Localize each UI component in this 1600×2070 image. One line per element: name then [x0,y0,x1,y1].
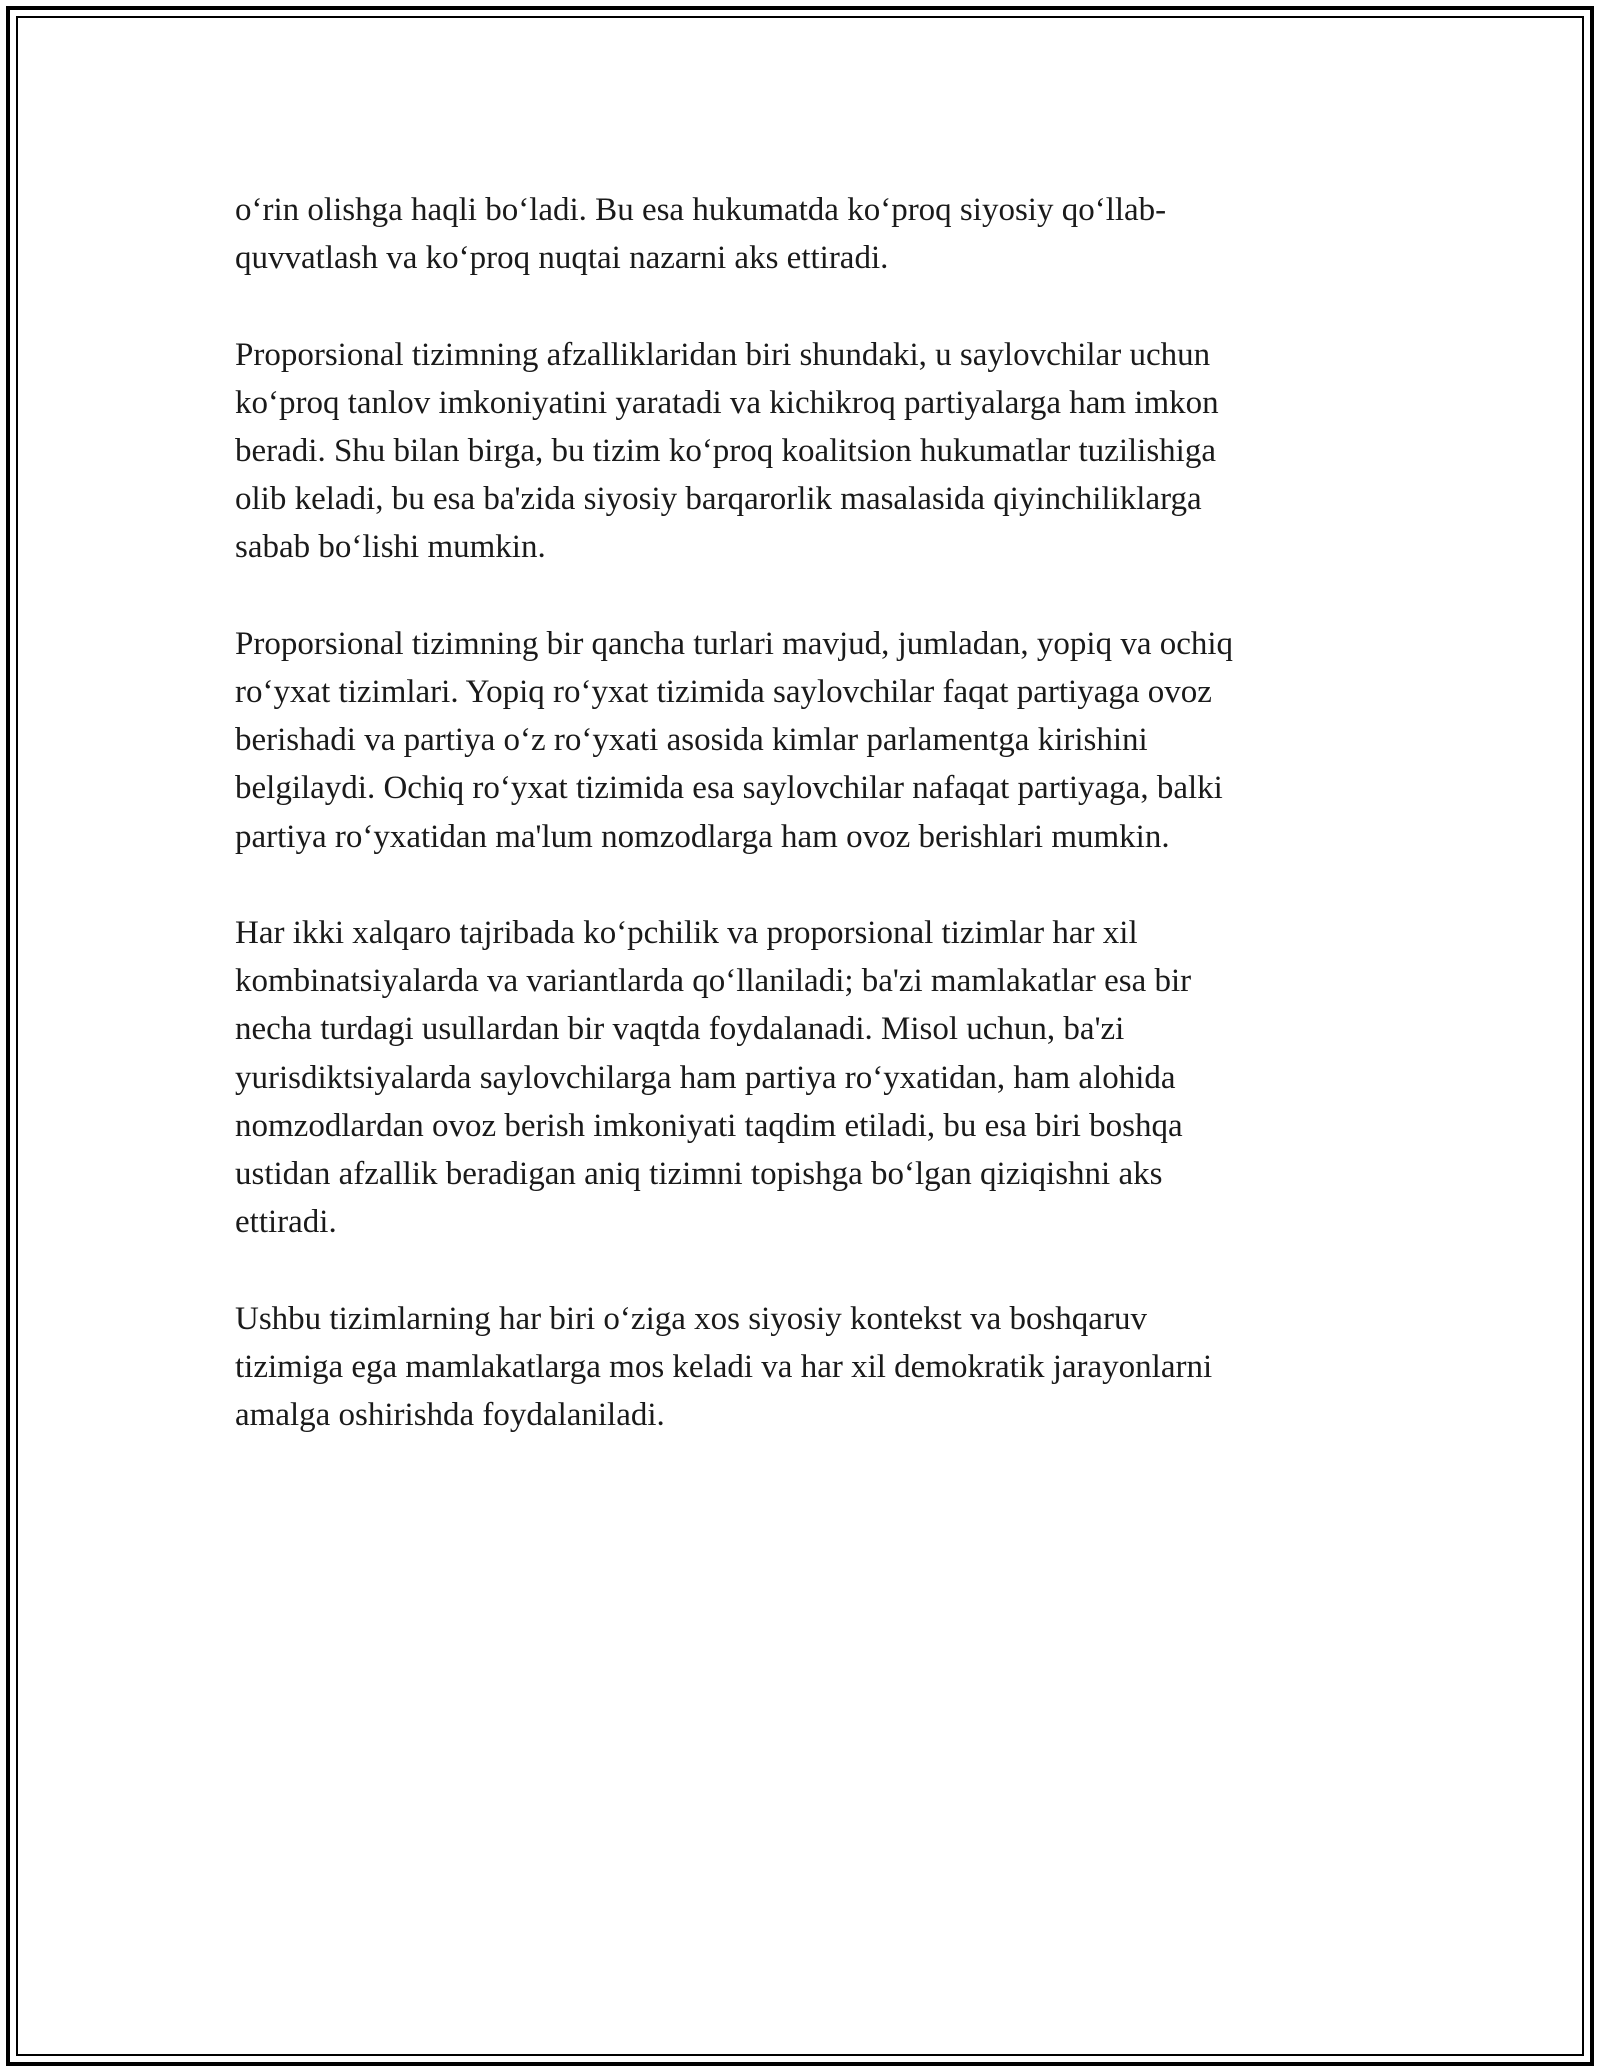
paragraph: o‘rin olishga haqli bo‘ladi. Bu esa hukumatda ko‘proq siyosiy qo‘llab- quvvatlash va ko‘proq nuqtai nazarni aks ettiradi. [235,192,1167,277]
document-body [235,186,1365,1487]
paragraph: Proporsional tizimning bir qancha turlari mavjud, jumladan, yopiq va ochiq ro‘yxat tizimlari. Yopiq ro‘yxat tizimida saylovchilar faqat partiyaga ovoz berishadi va partiya o‘z ro‘yxati asosida kimlar parlamentga kirishini belgilaydi. Ochiq ro‘yxat tizimida esa saylovchilar nafaqat partiyaga, balki partiya ro‘yxatidan ma'lum nomzodlarga ham ovoz berishlari mumkin. [235,625,1234,855]
paragraph: Ushbu tizimlarning har biri o‘ziga xos siyosiy kontekst va boshqaruv tizimiga ega mamlakatlarga mos keladi va har xil demokratik jarayonlarni amalga oshirishda foydalaniladi. [235,1300,1213,1434]
paragraph: Proporsional tizimning afzalliklaridan biri shundaki, u saylovchilar uchun ko‘proq tanlov imkoniyatini yaratadi va kichikroq partiyalarga ham imkon beradi. Shu bilan birga, bu tizim ko‘proq koalitsion hukumatlar tuzilishiga olib keladi, bu esa ba'zida siyosiy barqarorlik masalasida qiyinchiliklarga sabab bo‘lishi mumkin. [235,336,1219,566]
paragraph: Har ikki xalqaro tajribada ko‘pchilik va proporsional tizimlar har xil kombinatsiyalarda va variantlarda qo‘llaniladi; ba'zi mamlakatlar esa bir necha turdagi usullardan bir vaqtda foydalanadi. Misol uchun, ba'zi yurisdiktsiyalarda saylovchilarga ham partiya ro‘yxatidan, ham alohida nomzodlardan ovoz berish imkoniyati taqdim etiladi, bu esa biri boshqa ustidan afzallik beradigan aniq tizimni topishga bo‘lgan qiziqishni aks ettiradi. [235,915,1192,1241]
